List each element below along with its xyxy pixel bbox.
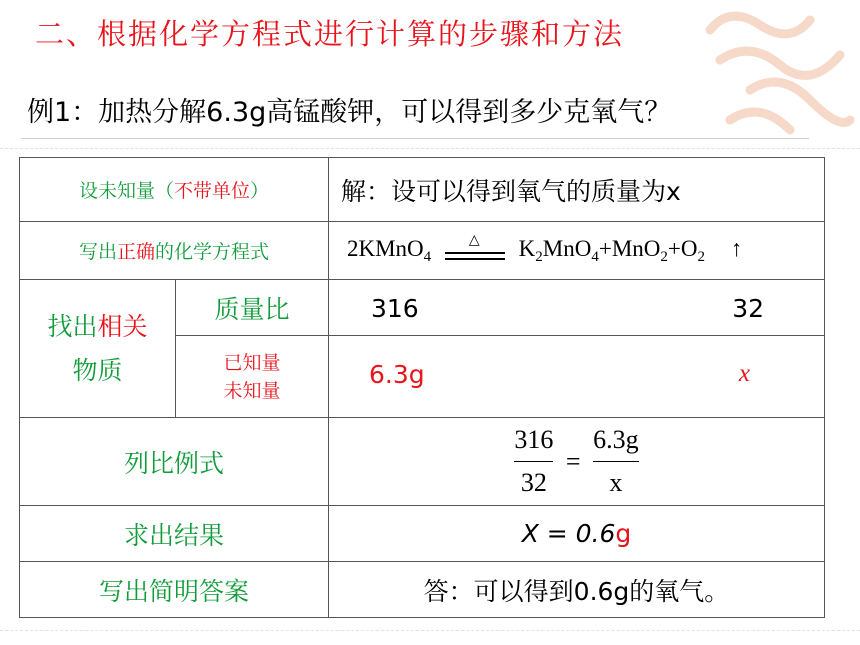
answer-text: 答：可以得到0.6g的氧气。 [329,562,825,618]
equals-sign: = [565,446,581,476]
reaction-condition-arrow [445,233,505,262]
proportion-equation [329,418,825,506]
product: +MnO [598,235,661,261]
label-highlight: 不带单位 [173,180,250,202]
result-unit: g [615,519,632,548]
numerator: 316 [514,425,554,454]
fraction-right [593,425,639,498]
step-label-answer: 写出简明答案 [20,562,329,618]
label-text: 写出 [78,241,117,263]
subscript: 2 [535,248,543,265]
product: +O [667,235,698,261]
label-text: 已知量 [223,351,281,374]
heat-condition-icon: △ [468,233,480,249]
step-content-unknown: 解：设可以得到氧气的质量为x [329,158,825,222]
unknown-value: x [738,360,750,387]
product: MnO [542,235,592,261]
label-text: 找出 [47,311,98,341]
chemical-equation [329,222,825,280]
product: K [518,235,536,261]
table-row [20,418,825,506]
step-label-unknown [20,158,329,222]
result-number: X = 0.6 [521,519,616,548]
known-unknown-values [329,336,825,418]
table-row [20,222,825,280]
subscript: 4 [423,248,432,265]
table-row [20,158,825,222]
numerator: 6.3g [593,425,639,454]
label-text: ） [250,180,270,202]
example-question: 例1：加热分解6.3g高锰酸钾，可以得到多少克氧气？ [21,88,809,139]
label-text: 的化学方程式 [155,241,270,263]
step-label-proportion: 列比例式 [20,418,329,506]
subscript: 2 [697,248,705,265]
ratio-label: 质量比 [176,280,329,336]
known-unknown-label [176,336,329,418]
denominator: 32 [520,468,547,497]
subscript: 2 [660,248,668,265]
label-highlight: 相关 [97,311,148,341]
reactant: 2KMnO [347,235,424,261]
ratio-values [329,280,825,336]
step-label-equation [20,222,329,280]
ratio-left-value: 316 [371,294,419,323]
table-row [20,280,825,336]
table-row [20,562,825,618]
known-value: 6.3g [369,360,425,389]
subscript: 4 [591,248,599,265]
gas-arrow-icon: ↑ [730,235,743,261]
background-guide-line [0,630,860,631]
label-text: 物质 [72,355,123,385]
result-value [329,506,825,562]
table-row [20,506,825,562]
fraction-left [514,425,553,498]
label-text: 设未知量（ [78,180,174,202]
step-label-find [20,280,176,418]
page-title: 二、根据化学方程式进行计算的步骤和方法 [35,17,625,51]
calculation-steps-table [19,157,825,618]
label-highlight: 正确 [116,241,155,263]
ratio-right-value: 32 [732,294,764,323]
step-label-result: 求出结果 [20,506,329,562]
denominator: x [609,468,623,497]
label-text: 未知量 [223,379,281,402]
